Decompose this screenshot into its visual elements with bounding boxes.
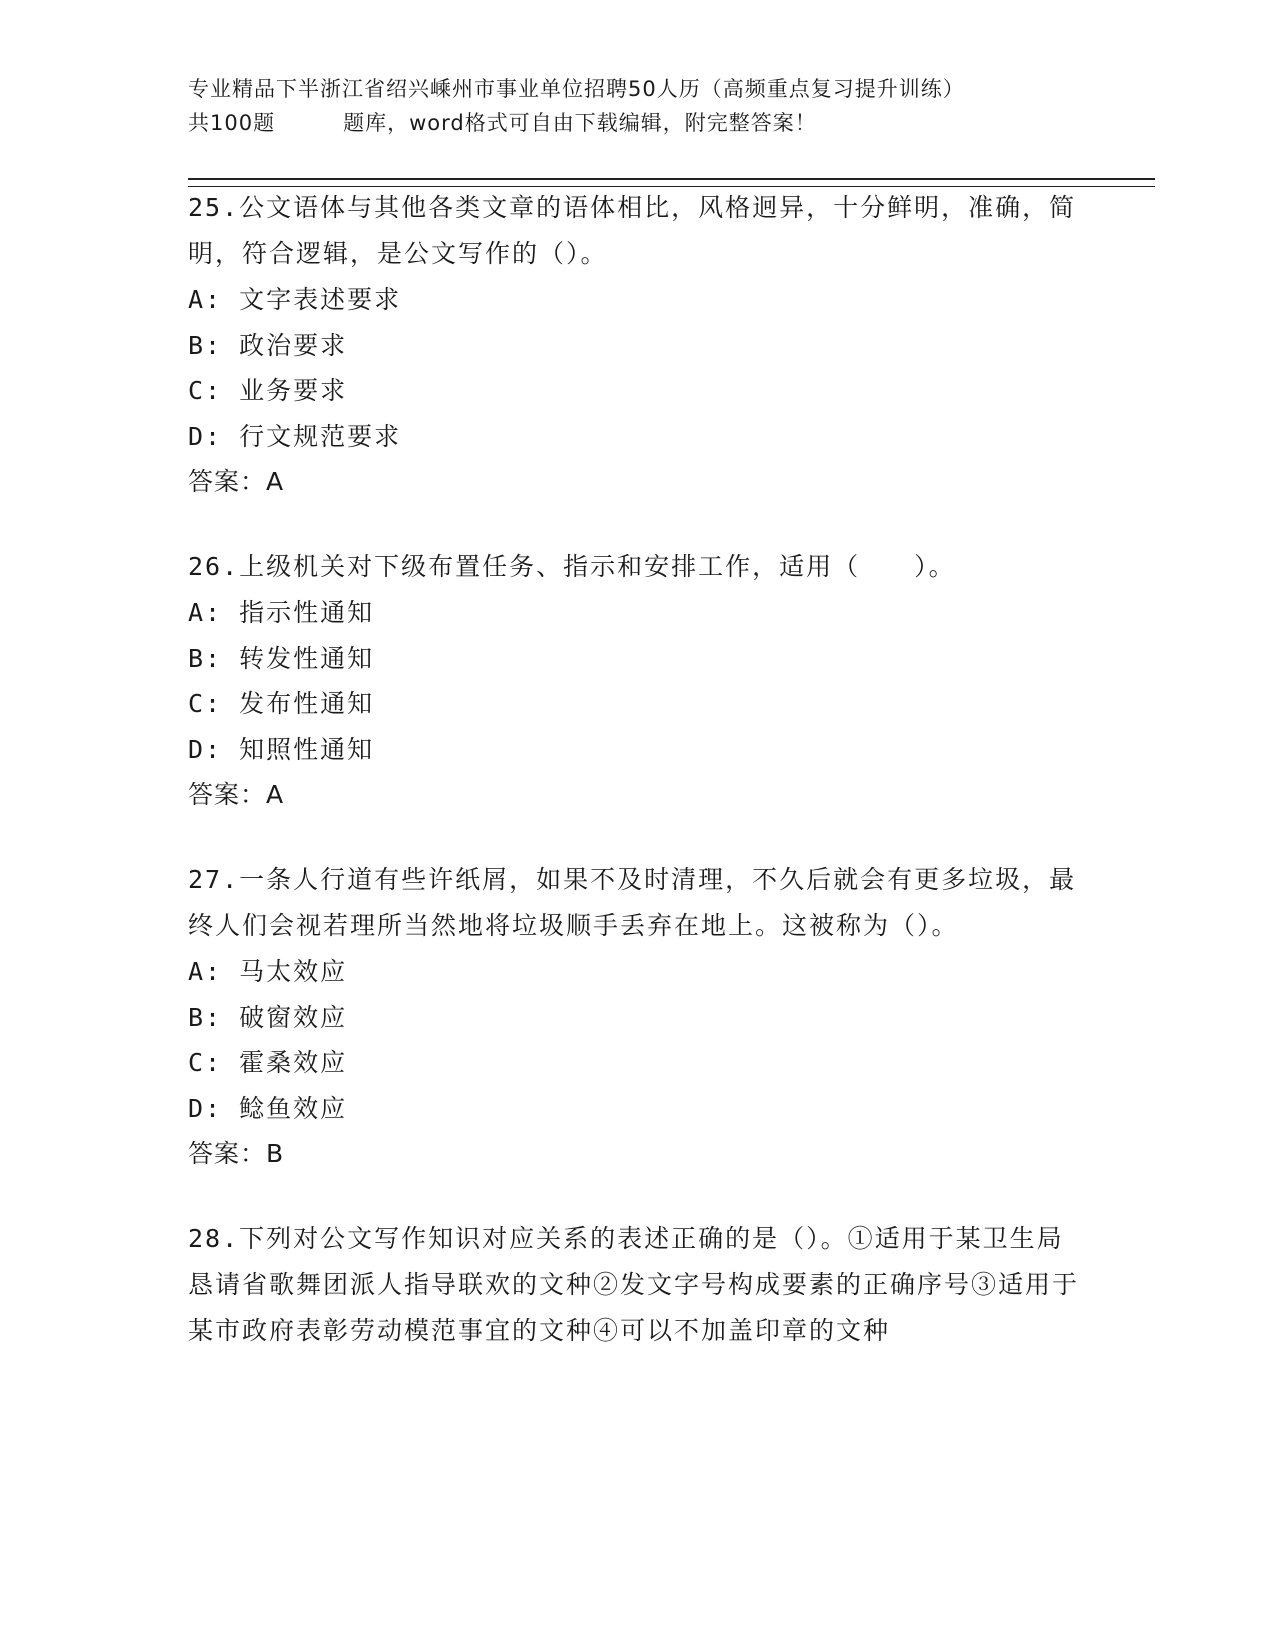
question-text: 25.公文语体与其他各类文章的语体相比，风格迥异，十分鲜明，准确，简明，符合逻辑，是公文写作的（）。 (188, 193, 1077, 268)
question-text: 26.上级机关对下级布置任务、指示和安排工作，适用（ ）。 (188, 552, 956, 581)
header-description: 题库，word格式可自由下载编辑，附完整答案！ (343, 111, 817, 135)
document-header (188, 72, 1108, 140)
option-b: B: 破窗效应 (188, 1002, 348, 1032)
question-28 (188, 1216, 1088, 1354)
header-title: 专业精品下半浙江省绍兴嵊州市事业单位招聘50人历（高频重点复习提升训练） (188, 77, 965, 101)
option-d: D: 鲶鱼效应 (188, 1093, 348, 1123)
option-a: A: 马太效应 (188, 957, 348, 986)
option-c: C: 业务要求 (188, 376, 348, 405)
answer: 答案：B (188, 1139, 285, 1168)
question-list (188, 185, 1088, 1393)
option-b: B: 转发性通知 (188, 643, 375, 673)
header-question-count: 共100题 (188, 111, 276, 135)
question-25 (188, 185, 1088, 505)
option-a: A: 指示性通知 (188, 598, 375, 627)
option-a: A: 文字表述要求 (188, 285, 402, 314)
option-d: D: 知照性通知 (188, 734, 375, 764)
option-d: D: 行文规范要求 (188, 421, 402, 451)
question-text: 27.一条人行道有些许纸屑，如果不及时清理，不久后就会有更多垃圾，最终人们会视若理所当然地将垃圾顺手丢弃在地上。这被称为（）。 (188, 865, 1077, 940)
question-27 (188, 857, 1088, 1177)
header-subtitle (188, 106, 1108, 140)
option-c: C: 发布性通知 (188, 689, 375, 718)
answer: 答案：A (188, 780, 285, 809)
answer: 答案：A (188, 467, 285, 496)
option-c: C: 霍桑效应 (188, 1048, 348, 1077)
question-26 (188, 544, 1088, 818)
question-text: 28.下列对公文写作知识对应关系的表述正确的是（）。①适用于某卫生局恳请省歌舞团派人指导联欢的文种②发文字号构成要素的正确序号③适用于某市政府表彰劳动模范事宜的文种④可以不加盖印章的文种 (188, 1224, 1080, 1345)
option-b: B: 政治要求 (188, 330, 348, 360)
